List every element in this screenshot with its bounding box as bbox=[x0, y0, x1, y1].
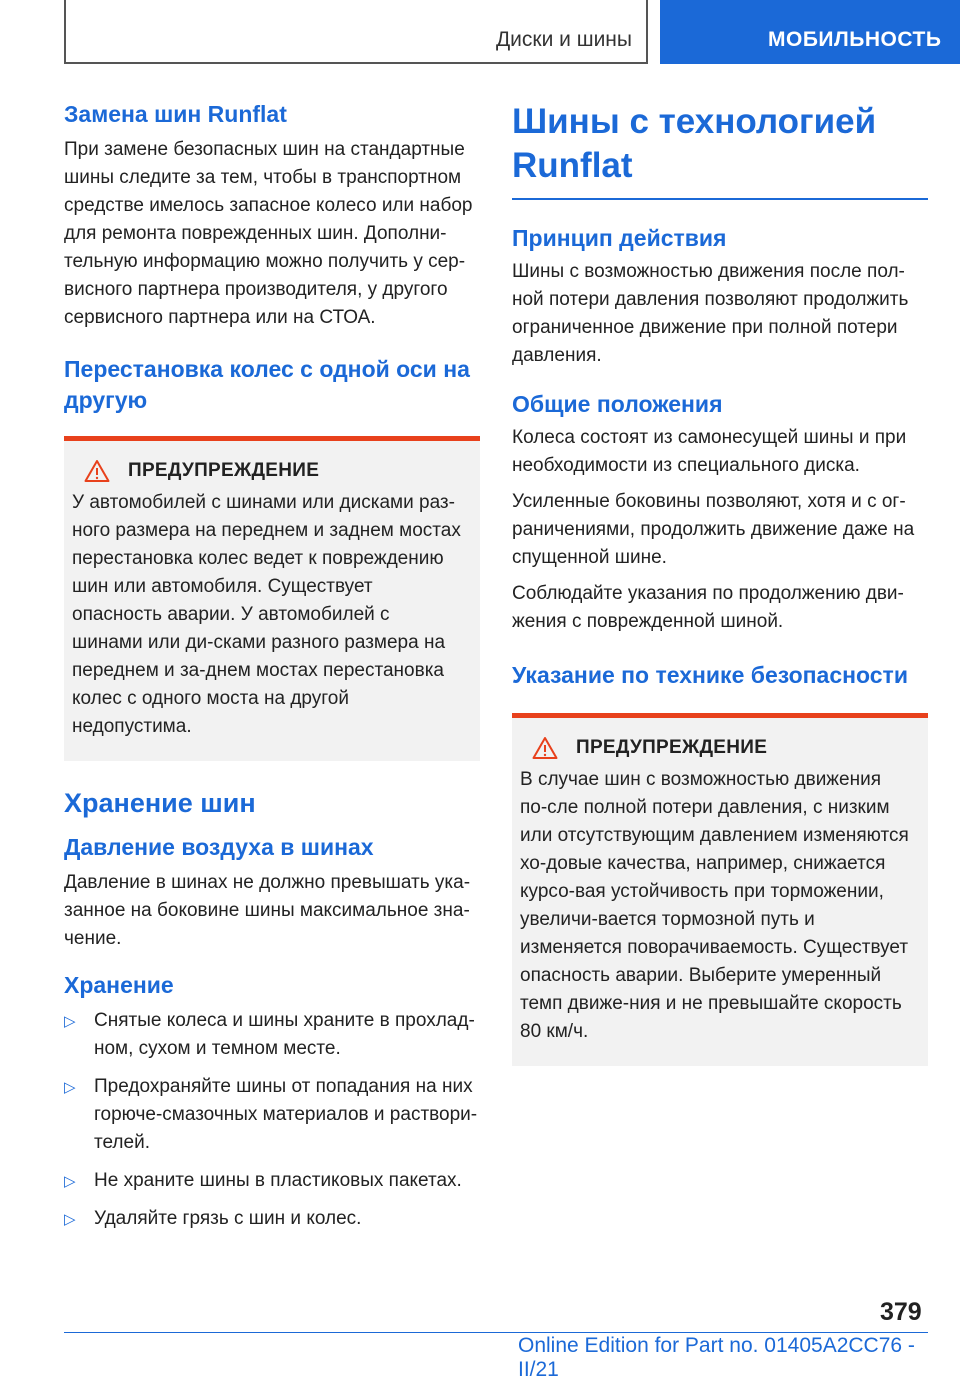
warning-title: ПРЕДУПРЕЖДЕНИЕ bbox=[576, 737, 768, 758]
storage-list bbox=[64, 1007, 480, 1233]
storage-heading: Хранение шин bbox=[64, 788, 256, 818]
safety-warning-box bbox=[512, 713, 928, 1066]
triangle-right-icon: ▷ bbox=[64, 1173, 76, 1190]
runflat-tech-heading: Шины с технологией Runflat bbox=[512, 102, 877, 185]
warning-triangle-icon bbox=[84, 459, 110, 483]
rotation-heading: Перестановка колес с одной оси на другую bbox=[64, 356, 470, 413]
warning-title: ПРЕДУПРЕЖДЕНИЕ bbox=[128, 460, 320, 481]
triangle-right-icon: ▷ bbox=[64, 1211, 76, 1228]
warning-header bbox=[72, 459, 464, 483]
storing-heading: Хранение bbox=[64, 972, 174, 998]
runflat-replace-heading: Замена шин Runflat bbox=[64, 101, 287, 127]
triangle-right-icon: ▷ bbox=[64, 1079, 76, 1096]
general-text-1: Колеса состоят из самонесущей шины и при необходимости из специального диска. bbox=[512, 427, 907, 476]
list-item: ▷ Предохраняйте шины от попадания на них горюче-смазочных материалов и раствори-телей. bbox=[64, 1076, 478, 1153]
runflat-replace-text: При замене безопасных шин на стандартные шины следите за тем, чтобы в транспортном средстве имелось запасное колесо или набор для ремонта поврежденных шин. Дополни-тельную информацию можно получить у сер-висного партнера производителя, у другого сервисного партнера или на СТОА. bbox=[64, 139, 473, 328]
warning-triangle-icon bbox=[532, 736, 558, 760]
pressure-text: Давление в шинах не должно превышать ука-занное на боковине шины максимальное зна-чение. bbox=[64, 872, 471, 949]
rotation-warning-box bbox=[64, 436, 480, 761]
chapter-tab bbox=[660, 0, 960, 64]
heading-rule bbox=[512, 198, 928, 200]
list-item: ▷ Снятые колеса и шины храните в прохлад-ном, сухом и темном месте. bbox=[64, 1010, 475, 1059]
safety-heading: Указание по технике безопасности bbox=[512, 662, 908, 688]
pressure-heading: Давление воздуха в шинах bbox=[64, 834, 374, 860]
general-text-3: Соблюдайте указания по продолжению дви-жения с поврежденной шиной. bbox=[512, 583, 904, 632]
footer-rule bbox=[64, 1332, 928, 1333]
page-number: 379 bbox=[880, 1298, 922, 1326]
principle-heading: Принцип действия bbox=[512, 225, 727, 251]
page-header bbox=[0, 0, 960, 66]
section-tab bbox=[64, 0, 648, 64]
general-heading: Общие положения bbox=[512, 391, 723, 417]
general-text-2: Усиленные боковины позволяют, хотя и с ог-раничениями, продолжить движение даже на спущенной шине. bbox=[512, 491, 915, 568]
warning-text: В случае шин с возможностью движения по-сле полной потери давления, с низким или отсутствующим давлением изменяются хо-довые качества, например, снижается курсо-вая устойчивость при торможении, увеличи-вается тормозной путь и изменяется поворачиваемость. Существует опасность аварии. Выберите умеренный темп движе-ния и не превышайте скорость 80 км/ч. bbox=[520, 769, 909, 1042]
list-item: ▷ Не храните шины в пластиковых пакетах. bbox=[64, 1167, 480, 1195]
left-column bbox=[64, 100, 480, 1233]
warning-header bbox=[520, 736, 912, 760]
section-title: Диски и шины bbox=[495, 28, 632, 51]
edition-text: Online Edition for Part no. 01405A2CC76 - II/21 bbox=[518, 1334, 915, 1381]
triangle-right-icon: ▷ bbox=[64, 1013, 76, 1030]
warning-text: У автомобилей с шинами или дисками раз-ного размера на переднем и заднем мостах перестановка колес ведет к повреждению шин или автомобиля. Существует опасность аварии. У автомобилей с шинами или ди-сками разного размера на переднем и за-днем мостах перестановка колес с одного моста на другой недопустима. bbox=[72, 492, 461, 737]
chapter-title: МОБИЛЬНОСТЬ bbox=[768, 28, 942, 51]
list-item: ▷ Удаляйте грязь с шин и колес. bbox=[64, 1205, 480, 1233]
principle-text: Шины с возможностью движения после пол-ной потери давления позволяют продолжить ограниченное движение при полной потери давления. bbox=[512, 261, 909, 366]
right-column bbox=[512, 100, 928, 1066]
